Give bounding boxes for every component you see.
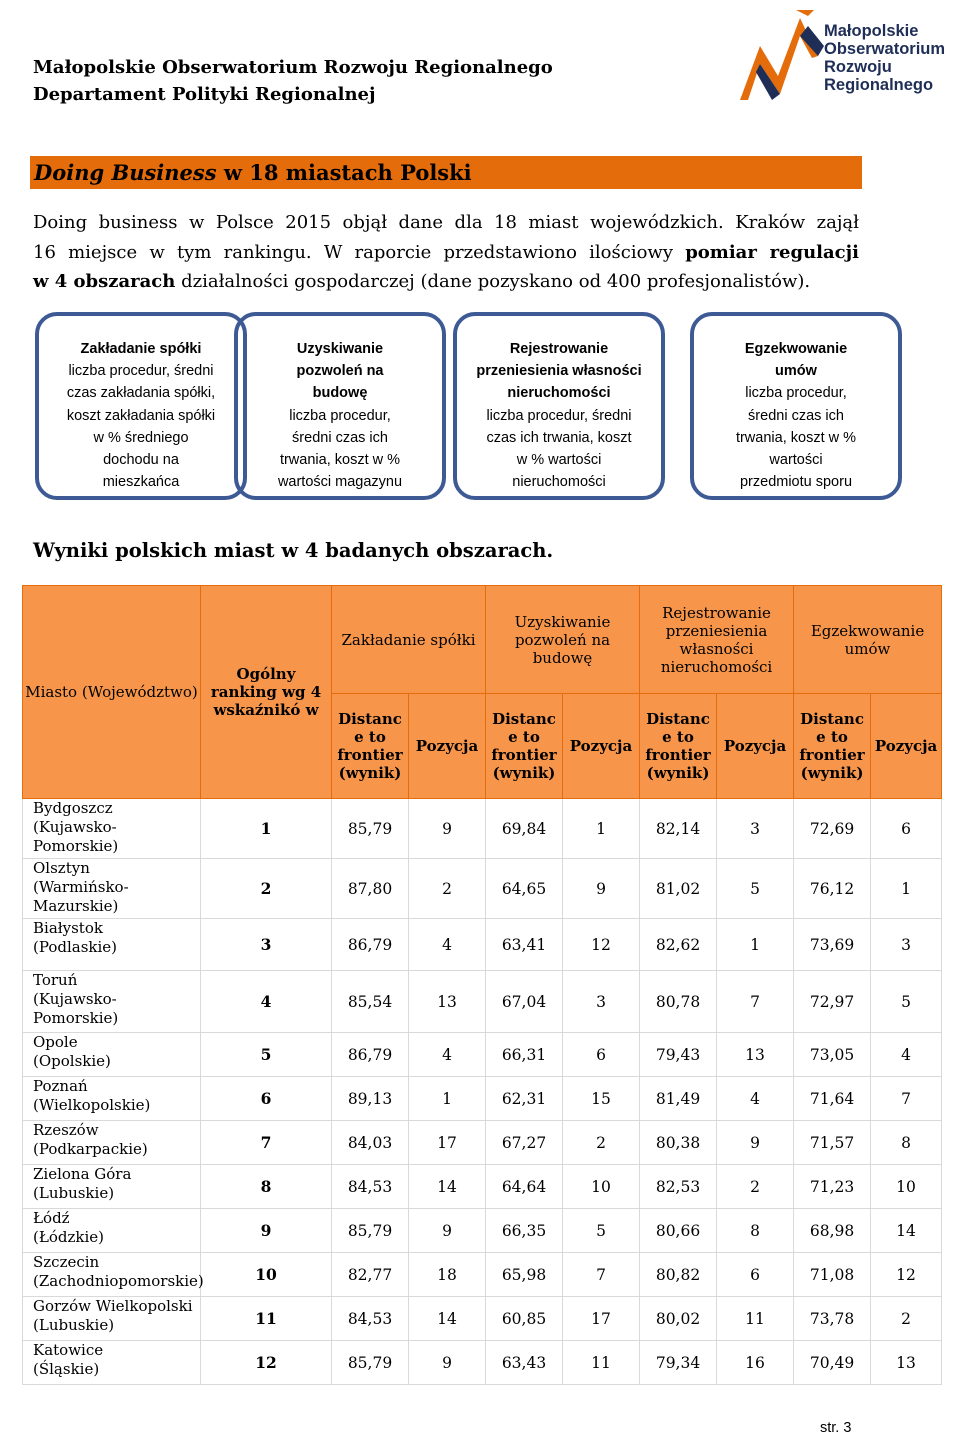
table-row bbox=[23, 1165, 942, 1209]
logo bbox=[738, 6, 960, 104]
position-cell: 6 bbox=[563, 1033, 640, 1077]
table-row bbox=[23, 1033, 942, 1077]
position-cell: 18 bbox=[409, 1253, 486, 1297]
position-cell: 14 bbox=[409, 1297, 486, 1341]
box-title: Zakładanie spółki bbox=[80, 341, 202, 357]
city-cell bbox=[23, 1165, 201, 1209]
distance-cell: 62,31 bbox=[486, 1077, 563, 1121]
box-rejestrowanie-wlasnosci bbox=[453, 312, 665, 500]
city-cell bbox=[23, 1297, 201, 1341]
distance-cell: 60,85 bbox=[486, 1297, 563, 1341]
box-desc-line: trwania, koszt w % bbox=[735, 429, 857, 446]
box-title: Rejestrowanie bbox=[509, 341, 609, 357]
position-cell: 11 bbox=[717, 1297, 794, 1341]
position-cell: 4 bbox=[409, 919, 486, 971]
distance-cell: 71,57 bbox=[794, 1121, 871, 1165]
distance-cell: 73,05 bbox=[794, 1033, 871, 1077]
box-desc-line: liczba procedur, bbox=[289, 407, 391, 424]
distance-cell: 81,02 bbox=[640, 859, 717, 919]
distance-cell: 82,53 bbox=[640, 1165, 717, 1209]
box-desc-line: wartości magazynu bbox=[277, 474, 403, 491]
distance-cell: 64,64 bbox=[486, 1165, 563, 1209]
table-row bbox=[23, 1341, 942, 1385]
logo-text-line-1: Małopolskie bbox=[824, 22, 919, 40]
position-cell: 9 bbox=[409, 1341, 486, 1385]
box-desc-line: koszt zakładania spółki bbox=[66, 407, 216, 424]
header-distance: Distanc e to frontier (wynik) bbox=[332, 694, 409, 799]
position-cell: 13 bbox=[717, 1033, 794, 1077]
distance-cell: 63,41 bbox=[486, 919, 563, 971]
position-cell: 17 bbox=[563, 1297, 640, 1341]
distance-cell: 86,79 bbox=[332, 1033, 409, 1077]
city-line: (Kujawsko- bbox=[33, 818, 117, 836]
header-line-1: Małopolskie Obserwatorium Rozwoju Regionalnego bbox=[33, 57, 553, 78]
table-row bbox=[23, 919, 942, 971]
section-title-italic: Doing Business bbox=[34, 160, 217, 185]
distance-cell: 80,66 bbox=[640, 1209, 717, 1253]
city-cell bbox=[23, 971, 201, 1033]
section-title bbox=[34, 159, 472, 187]
city-line: Łódź bbox=[33, 1209, 70, 1227]
city-line: Pomorskie) bbox=[33, 1009, 119, 1027]
city-line: Poznań bbox=[33, 1077, 88, 1095]
city-line: Zielona Góra bbox=[33, 1165, 132, 1183]
position-cell: 3 bbox=[717, 799, 794, 859]
city-line: (Lubuskie) bbox=[33, 1316, 115, 1334]
box-uzyskiwanie-pozwolen bbox=[234, 312, 446, 500]
position-cell: 8 bbox=[717, 1209, 794, 1253]
overall-rank-cell: 9 bbox=[201, 1209, 332, 1253]
distance-cell: 80,02 bbox=[640, 1297, 717, 1341]
city-line: Katowice bbox=[33, 1341, 104, 1359]
box-title: Uzyskiwanie bbox=[296, 341, 384, 357]
box-title: pozwoleń na bbox=[296, 363, 384, 380]
table-row bbox=[23, 1253, 942, 1297]
city-cell bbox=[23, 919, 201, 971]
city-line: (Lubuskie) bbox=[33, 1184, 115, 1202]
box-desc-line: czas ich trwania, koszt bbox=[486, 429, 632, 446]
table-row bbox=[23, 799, 942, 859]
distance-cell: 73,69 bbox=[794, 919, 871, 971]
position-cell: 13 bbox=[871, 1341, 942, 1385]
distance-cell: 70,49 bbox=[794, 1341, 871, 1385]
city-line: (Opolskie) bbox=[33, 1052, 111, 1070]
position-cell: 2 bbox=[871, 1297, 942, 1341]
header-distance: Distanc e to frontier (wynik) bbox=[794, 694, 871, 799]
distance-cell: 89,13 bbox=[332, 1077, 409, 1121]
header-group-rejestrowanie: Rejestrowanie przeniesienia własności nieruchomości bbox=[640, 586, 794, 694]
box-desc-line: średni czas ich bbox=[748, 407, 844, 424]
position-cell: 5 bbox=[871, 971, 942, 1033]
overall-rank-cell: 11 bbox=[201, 1297, 332, 1341]
position-cell: 10 bbox=[871, 1165, 942, 1209]
distance-cell: 85,79 bbox=[332, 799, 409, 859]
box-desc-line: w % średniego bbox=[93, 429, 189, 446]
position-cell: 9 bbox=[563, 859, 640, 919]
position-cell: 4 bbox=[871, 1033, 942, 1077]
distance-cell: 80,38 bbox=[640, 1121, 717, 1165]
city-line: (Wielkopolskie) bbox=[33, 1096, 151, 1114]
position-cell: 2 bbox=[717, 1165, 794, 1209]
box-desc-line: wartości bbox=[769, 452, 823, 469]
overall-rank-cell: 12 bbox=[201, 1341, 332, 1385]
position-cell: 9 bbox=[409, 799, 486, 859]
box-desc-line: trwania, koszt w % bbox=[279, 452, 401, 469]
city-line: Gorzów Wielkopolski bbox=[33, 1297, 193, 1315]
city-cell bbox=[23, 1077, 201, 1121]
table-row bbox=[23, 971, 942, 1033]
distance-cell: 66,35 bbox=[486, 1209, 563, 1253]
distance-cell: 82,14 bbox=[640, 799, 717, 859]
header-position: Pozycja bbox=[563, 694, 640, 799]
distance-cell: 82,77 bbox=[332, 1253, 409, 1297]
header-position: Pozycja bbox=[871, 694, 942, 799]
logo-mark-icon bbox=[738, 6, 828, 104]
position-cell: 6 bbox=[871, 799, 942, 859]
distance-cell: 63,43 bbox=[486, 1341, 563, 1385]
city-line: Opole bbox=[33, 1033, 78, 1051]
intro-line-3-bold: w 4 obszarach bbox=[33, 271, 176, 292]
distance-cell: 71,64 bbox=[794, 1077, 871, 1121]
overall-rank-cell: 8 bbox=[201, 1165, 332, 1209]
position-cell: 4 bbox=[717, 1077, 794, 1121]
position-cell: 1 bbox=[563, 799, 640, 859]
header-distance: Distanc e to frontier (wynik) bbox=[486, 694, 563, 799]
position-cell: 16 bbox=[717, 1341, 794, 1385]
overall-rank-cell: 3 bbox=[201, 919, 332, 971]
header-position: Pozycja bbox=[409, 694, 486, 799]
distance-cell: 68,98 bbox=[794, 1209, 871, 1253]
section-title-rest: w 18 miastach Polski bbox=[216, 160, 472, 185]
distance-cell: 81,49 bbox=[640, 1077, 717, 1121]
overall-rank-cell: 1 bbox=[201, 799, 332, 859]
city-cell bbox=[23, 1253, 204, 1297]
position-cell: 12 bbox=[871, 1253, 942, 1297]
distance-cell: 80,78 bbox=[640, 971, 717, 1033]
city-line: (Podlaskie) bbox=[33, 938, 118, 956]
city-line: Szczecin bbox=[33, 1253, 100, 1271]
header-overall-rank: Ogólny ranking wg 4 wskaźnikó w bbox=[201, 586, 332, 799]
intro-line-2 bbox=[33, 238, 859, 268]
city-line: Olsztyn bbox=[33, 859, 90, 877]
position-cell: 12 bbox=[563, 919, 640, 971]
logo-text bbox=[824, 22, 960, 94]
distance-cell: 87,80 bbox=[332, 859, 409, 919]
distance-cell: 71,08 bbox=[794, 1253, 871, 1297]
distance-cell: 73,78 bbox=[794, 1297, 871, 1341]
overall-rank-cell: 2 bbox=[201, 859, 332, 919]
box-title: budowę bbox=[312, 385, 368, 402]
table-row bbox=[23, 1077, 942, 1121]
position-cell: 8 bbox=[871, 1121, 942, 1165]
position-cell: 17 bbox=[409, 1121, 486, 1165]
distance-cell: 85,54 bbox=[332, 971, 409, 1033]
intro-line-1: Doing business w Polsce 2015 objął dane dla 18 miast wojewódzkich. Kraków zajął bbox=[33, 212, 859, 233]
position-cell: 13 bbox=[409, 971, 486, 1033]
distance-cell: 79,34 bbox=[640, 1341, 717, 1385]
box-desc-line: liczba procedur, średni bbox=[486, 407, 632, 424]
distance-cell: 65,98 bbox=[486, 1253, 563, 1297]
city-cell bbox=[23, 1209, 201, 1253]
distance-cell: 85,79 bbox=[332, 1209, 409, 1253]
box-desc-line: średni czas ich bbox=[292, 429, 388, 446]
box-desc-line: dochodu na bbox=[103, 452, 179, 469]
position-cell: 1 bbox=[717, 919, 794, 971]
position-cell: 9 bbox=[409, 1209, 486, 1253]
box-title: przeniesienia własności bbox=[476, 363, 642, 380]
city-cell bbox=[23, 1121, 201, 1165]
table-row bbox=[23, 1297, 942, 1341]
box-desc-line: nieruchomości bbox=[512, 474, 606, 491]
position-cell: 10 bbox=[563, 1165, 640, 1209]
position-cell: 11 bbox=[563, 1341, 640, 1385]
city-line: (Zachodniopomorskie) bbox=[33, 1272, 204, 1290]
box-egzekwowanie-umow bbox=[690, 312, 902, 500]
distance-cell: 69,84 bbox=[486, 799, 563, 859]
position-cell: 14 bbox=[409, 1165, 486, 1209]
header-group-zakladanie: Zakładanie spółki bbox=[332, 586, 486, 694]
header-position: Pozycja bbox=[717, 694, 794, 799]
box-desc-line: mieszkańca bbox=[102, 474, 180, 491]
distance-cell: 82,62 bbox=[640, 919, 717, 971]
position-cell: 5 bbox=[717, 859, 794, 919]
city-line: Mazurskie) bbox=[33, 897, 119, 915]
intro-line-2-text: 16 miejsce w tym rankingu. W raporcie przedstawiono ilościowy bbox=[33, 241, 686, 263]
position-cell: 3 bbox=[563, 971, 640, 1033]
intro-paragraph bbox=[33, 208, 859, 297]
logo-text-line-2: Obserwatorium bbox=[824, 40, 946, 58]
position-cell: 2 bbox=[409, 859, 486, 919]
distance-cell: 67,04 bbox=[486, 971, 563, 1033]
box-zakladanie-spolki bbox=[35, 312, 247, 500]
distance-cell: 72,97 bbox=[794, 971, 871, 1033]
document-header bbox=[33, 54, 553, 108]
city-line: (Śląskie) bbox=[33, 1360, 100, 1378]
distance-cell: 80,82 bbox=[640, 1253, 717, 1297]
header-city: Miasto (Województwo) bbox=[23, 586, 201, 799]
distance-cell: 84,53 bbox=[332, 1165, 409, 1209]
overall-rank-cell: 5 bbox=[201, 1033, 332, 1077]
city-cell bbox=[23, 799, 201, 859]
city-line: Pomorskie) bbox=[33, 837, 119, 855]
intro-line-3 bbox=[33, 267, 859, 297]
distance-cell: 86,79 bbox=[332, 919, 409, 971]
intro-line-2-bold: pomiar regulacji bbox=[685, 241, 859, 263]
city-line: Bydgoszcz bbox=[33, 799, 113, 817]
position-cell: 15 bbox=[563, 1077, 640, 1121]
distance-cell: 84,03 bbox=[332, 1121, 409, 1165]
position-cell: 7 bbox=[717, 971, 794, 1033]
table-row bbox=[23, 1121, 942, 1165]
distance-cell: 85,79 bbox=[332, 1341, 409, 1385]
city-cell bbox=[23, 1341, 201, 1385]
distance-cell: 64,65 bbox=[486, 859, 563, 919]
position-cell: 1 bbox=[871, 859, 942, 919]
city-line: (Łódzkie) bbox=[33, 1228, 105, 1246]
header-group-uzyskiwanie: Uzyskiwanie pozwoleń na budowę bbox=[486, 586, 640, 694]
city-line: Rzeszów bbox=[33, 1121, 99, 1139]
overall-rank-cell: 7 bbox=[201, 1121, 332, 1165]
table-row bbox=[23, 859, 942, 919]
position-cell: 4 bbox=[409, 1033, 486, 1077]
overall-rank-cell: 6 bbox=[201, 1077, 332, 1121]
city-cell bbox=[23, 859, 201, 919]
city-line: (Warmińsko- bbox=[33, 878, 129, 896]
intro-line-3-text: działalności gospodarczej (dane pozyskano od 400 profesjonalistów). bbox=[175, 271, 811, 292]
city-line: Białystok bbox=[33, 919, 103, 937]
distance-cell: 67,27 bbox=[486, 1121, 563, 1165]
page-number: str. 3 bbox=[820, 1420, 852, 1436]
distance-cell: 72,69 bbox=[794, 799, 871, 859]
header-group-egzekwowanie: Egzekwowanie umów bbox=[794, 586, 942, 694]
distance-cell: 71,23 bbox=[794, 1165, 871, 1209]
distance-cell: 84,53 bbox=[332, 1297, 409, 1341]
distance-cell: 76,12 bbox=[794, 859, 871, 919]
position-cell: 5 bbox=[563, 1209, 640, 1253]
distance-cell: 79,43 bbox=[640, 1033, 717, 1077]
box-desc-line: liczba procedur, średni bbox=[68, 363, 214, 380]
position-cell: 7 bbox=[871, 1077, 942, 1121]
box-title: umów bbox=[775, 363, 817, 380]
overall-rank-cell: 4 bbox=[201, 971, 332, 1033]
city-cell bbox=[23, 1033, 201, 1077]
distance-cell: 66,31 bbox=[486, 1033, 563, 1077]
position-cell: 9 bbox=[717, 1121, 794, 1165]
box-desc-line: w % wartości bbox=[516, 452, 602, 469]
section-banner bbox=[30, 156, 862, 189]
header-distance: Distanc e to frontier (wynik) bbox=[640, 694, 717, 799]
box-desc-line: przedmiotu sporu bbox=[739, 474, 853, 491]
city-line: (Podkarpackie) bbox=[33, 1140, 148, 1158]
position-cell: 14 bbox=[871, 1209, 942, 1253]
position-cell: 3 bbox=[871, 919, 942, 971]
position-cell: 2 bbox=[563, 1121, 640, 1165]
results-table-body bbox=[23, 799, 942, 1385]
results-table bbox=[22, 585, 942, 1385]
box-desc-line: liczba procedur, bbox=[745, 385, 847, 402]
overall-rank-cell: 10 bbox=[201, 1253, 332, 1297]
position-cell: 1 bbox=[409, 1077, 486, 1121]
box-desc-line: czas zakładania spółki, bbox=[66, 385, 216, 402]
box-title: Egzekwowanie bbox=[744, 341, 848, 357]
header-line-2: Departament Polityki Regionalnej bbox=[33, 84, 376, 105]
position-cell: 6 bbox=[717, 1253, 794, 1297]
box-title: nieruchomości bbox=[507, 385, 611, 402]
logo-text-line-3: Rozwoju Regionalnego bbox=[824, 58, 934, 94]
results-title: Wyniki polskich miast w 4 badanych obszarach. bbox=[33, 539, 554, 562]
position-cell: 7 bbox=[563, 1253, 640, 1297]
table-row bbox=[23, 1209, 942, 1253]
city-line: (Kujawsko- bbox=[33, 990, 117, 1008]
city-line: Toruń bbox=[33, 971, 78, 989]
